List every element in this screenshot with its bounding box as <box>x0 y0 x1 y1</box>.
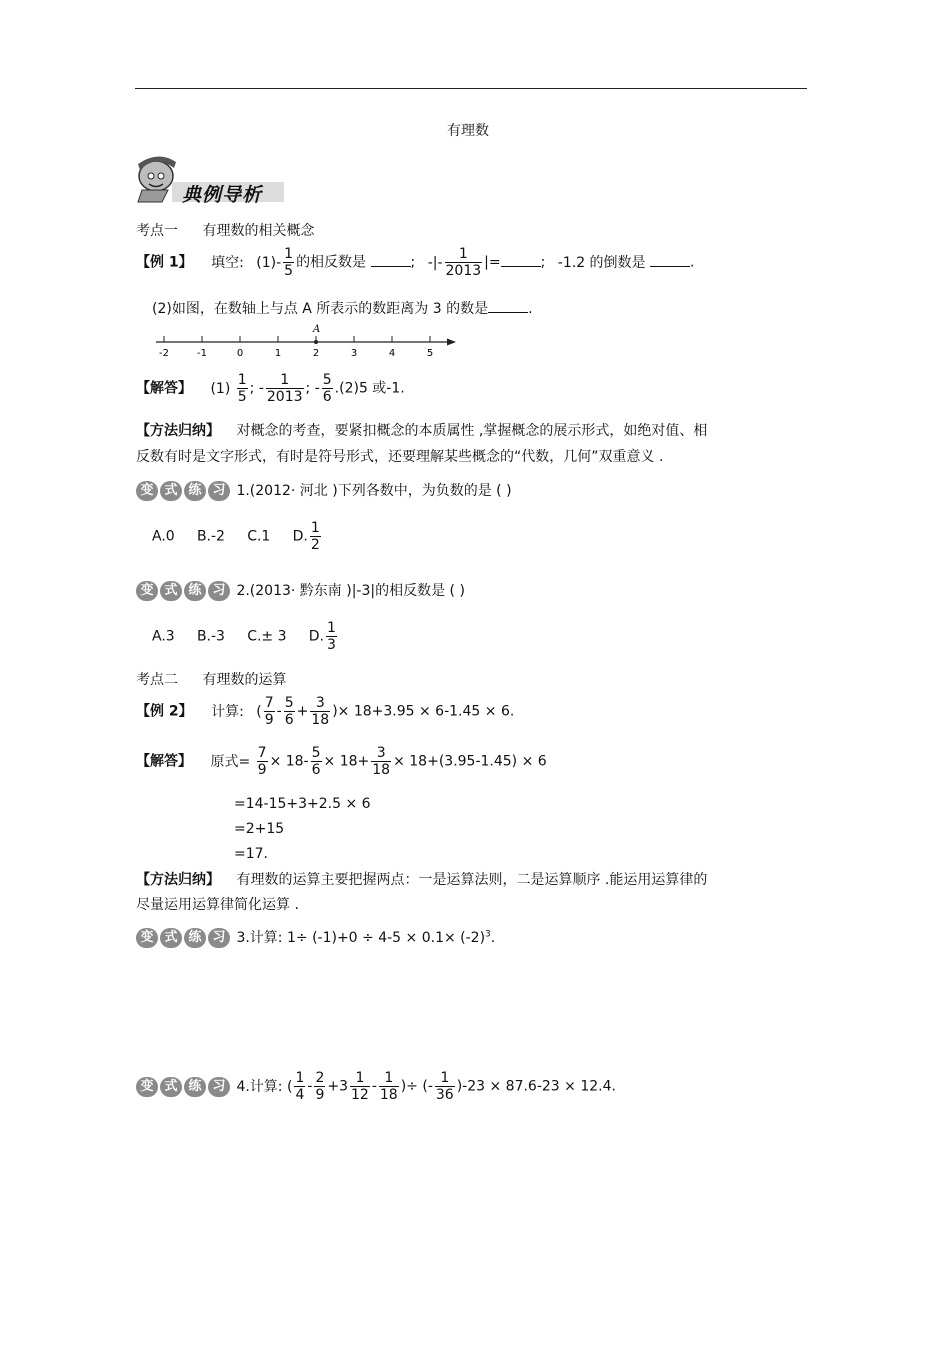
denominator: 18 <box>311 712 330 729</box>
exercise3-text: 3.计算: 1÷ (-1)+0 ÷ 4-5 × 0.1× (-2) <box>236 930 486 946</box>
badge-char: 变 <box>136 481 158 501</box>
method1-text: 对概念的考查，要紧扣概念的本质属性 ,掌握概念的展示形式，如绝对值、相 <box>236 423 708 439</box>
section2-heading <box>136 669 286 689</box>
numerator: 5 <box>284 695 294 711</box>
answer-blank <box>650 266 690 267</box>
exercise2 <box>136 580 465 601</box>
exercise2-text: 2.(2013· 黔东南 )|-3|的相反数是 ( ) <box>236 583 465 599</box>
point-a-label: A <box>313 324 321 335</box>
denominator: 2013 <box>266 389 303 406</box>
numerator: 5 <box>322 372 332 388</box>
numerator: 1 <box>445 246 483 263</box>
section2-subtitle: 有理数的运算 <box>202 672 287 688</box>
badge-char: 习 <box>208 581 230 601</box>
practice-badge <box>136 1077 230 1097</box>
badge-char: 式 <box>160 481 182 501</box>
fraction <box>326 620 337 653</box>
denominator: 36 <box>435 1087 454 1104</box>
example2-part: - <box>276 703 282 720</box>
example1-line2-end: . <box>528 301 533 317</box>
fraction <box>283 246 294 279</box>
example1-part: ; <box>540 254 546 271</box>
fraction <box>311 745 322 778</box>
answer2-step3: =17. <box>234 846 268 862</box>
denominator: 6 <box>311 762 321 779</box>
logo-text: 典例导析 <box>182 184 263 206</box>
exponent: 3 <box>485 929 491 940</box>
exercise3-end: . <box>490 930 496 946</box>
example2-prompt: 计算: <box>211 703 244 720</box>
number-line-tick-label: 5 <box>426 348 434 359</box>
fraction <box>322 372 333 405</box>
number-line-tick-label: 4 <box>388 348 396 359</box>
fraction <box>257 745 268 778</box>
number-line <box>150 322 462 366</box>
denominator: 5 <box>237 389 247 406</box>
example2-part: )× 18+3.95 × 6-1.45 × 6. <box>332 703 515 720</box>
numerator: 3 <box>310 695 330 712</box>
answer-blank <box>371 266 411 267</box>
badge-char: 式 <box>160 1077 182 1097</box>
numerator: 7 <box>264 695 274 711</box>
numerator: 3 <box>371 745 391 762</box>
badge-char: 式 <box>160 928 182 948</box>
exercise4-part: 4.计算: ( <box>236 1078 293 1095</box>
exercise1-opts: A.0 B.-2 C.1 D. <box>152 528 308 545</box>
answer1 <box>136 372 405 405</box>
numerator: 2 <box>315 1070 325 1086</box>
section2-title: 考点二 <box>136 672 178 688</box>
denominator: 2 <box>310 537 320 554</box>
example1-part: |= <box>484 254 501 271</box>
badge-char: 习 <box>208 1077 230 1097</box>
badge-char: 习 <box>208 481 230 501</box>
numerator: 1 <box>379 1070 399 1087</box>
denominator: 6 <box>322 389 332 406</box>
answer2-label: 【解答】 <box>136 753 192 770</box>
numerator: 1 <box>327 620 336 636</box>
method1-label: 【方法归纳】 <box>136 423 220 439</box>
section1-subtitle: 有理数的相关概念 <box>202 223 315 239</box>
header-logo <box>132 152 287 204</box>
number-line-tick-label: -2 <box>159 348 169 359</box>
numerator: 1 <box>435 1070 455 1087</box>
method2-text: 有理数的运算主要把握两点：一是运算法则，二是运算顺序 .能运用运算律的 <box>236 872 708 888</box>
fraction <box>264 695 275 728</box>
example1-line2 <box>152 298 533 318</box>
denominator: 3 <box>327 637 336 654</box>
fraction <box>314 1070 325 1103</box>
exercise4-part: - <box>307 1078 313 1095</box>
method1-line2: 反数有时是文字形式，有时是符号形式，还要理解某些概念的“代数，几何”双重意义 . <box>136 449 664 465</box>
answer1-part: ; - <box>249 380 264 397</box>
example1-label: 【例 1】 <box>136 254 193 271</box>
practice-badge <box>136 581 230 601</box>
example1-part: . <box>690 254 695 271</box>
practice-badge <box>136 928 230 948</box>
badge-char: 变 <box>136 581 158 601</box>
number-line-svg <box>150 322 462 362</box>
number-line-tick-label: 1 <box>274 348 282 359</box>
example1-line2-text: (2)如图，在数轴上与点 A 所表示的数距离为 3 的数是 <box>152 301 489 317</box>
numerator: 1 <box>284 246 294 262</box>
denominator: 5 <box>284 263 294 280</box>
badge-char: 练 <box>184 581 206 601</box>
badge-char: 练 <box>184 928 206 948</box>
method2-line2: 尽量运用运算律简化运算 . <box>136 897 299 913</box>
example1-part: ; <box>410 254 416 271</box>
exercise4 <box>136 1070 616 1103</box>
answer2-part: 原式= <box>210 753 251 770</box>
denominator: 9 <box>257 762 267 779</box>
denominator: 6 <box>284 712 294 729</box>
answer2-step1: =14-15+3+2.5 × 6 <box>234 796 371 812</box>
numerator: 1 <box>310 520 320 536</box>
denominator: 12 <box>351 1087 369 1104</box>
fraction <box>435 1070 455 1103</box>
answer2-step2: =2+15 <box>234 821 285 837</box>
answer2-part: × 18- <box>269 753 309 770</box>
fraction <box>371 745 391 778</box>
section1-title: 考点一 <box>136 223 178 239</box>
answer1-part: (1) <box>210 380 231 397</box>
exercise4-part: )-23 × 87.6-23 × 12.4. <box>456 1078 616 1095</box>
answer2-part: × 18+(3.95-1.45) × 6 <box>393 753 547 770</box>
number-line-tick-label: 3 <box>350 348 358 359</box>
badge-char: 变 <box>136 1077 158 1097</box>
exercise4-part: - <box>371 1078 377 1095</box>
example1-prompt: 填空: <box>211 254 244 271</box>
method1-line1 <box>136 420 707 440</box>
header-rule <box>135 88 807 89</box>
answer2-part: × 18+ <box>323 753 370 770</box>
fraction <box>310 520 321 553</box>
fraction <box>379 1070 399 1103</box>
example2 <box>136 695 514 728</box>
fraction <box>445 246 483 279</box>
answer2 <box>136 745 547 778</box>
practice-badge <box>136 481 230 501</box>
badge-char: 练 <box>184 1077 206 1097</box>
example1-part: 的相反数是 <box>296 254 367 271</box>
exercise1-text: 1.(2012· 河北 )下列各数中，为负数的是 ( ) <box>236 483 512 499</box>
fraction <box>284 695 295 728</box>
badge-char: 式 <box>160 581 182 601</box>
answer-blank <box>501 266 541 267</box>
badge-char: 练 <box>184 481 206 501</box>
arrow-icon <box>447 339 456 346</box>
answer1-label: 【解答】 <box>136 380 192 397</box>
exercise1-options <box>152 520 323 553</box>
badge-char: 变 <box>136 928 158 948</box>
example2-part: + <box>296 703 309 720</box>
answer-blank <box>488 312 528 313</box>
numerator: 1 <box>295 1070 305 1086</box>
example2-label: 【例 2】 <box>136 703 193 720</box>
answer1-part: .(2)5 或-1. <box>334 380 405 397</box>
denominator: 9 <box>264 712 274 729</box>
example1-part: -|- <box>427 254 443 271</box>
numerator: 1 <box>237 372 247 388</box>
badge-char: 习 <box>208 928 230 948</box>
denominator: 18 <box>379 1087 398 1104</box>
method2-label: 【方法归纳】 <box>136 872 220 888</box>
exercise4-part: +3 <box>327 1078 348 1095</box>
example1-line1 <box>136 246 694 279</box>
denominator: 4 <box>295 1087 305 1104</box>
fraction <box>294 1070 305 1103</box>
example2-part: ( <box>256 703 262 720</box>
numerator: 7 <box>257 745 267 761</box>
section1-heading <box>136 220 314 240</box>
example1-part: -1.2 的倒数是 <box>557 254 646 271</box>
answer1-part: ; - <box>305 380 320 397</box>
number-line-tick-label: 2 <box>312 348 320 359</box>
method2-line1 <box>136 869 707 889</box>
exercise1 <box>136 480 512 501</box>
denominator: 2013 <box>445 263 482 280</box>
example1-part: (1)- <box>256 254 282 271</box>
numerator: 1 <box>350 1070 370 1087</box>
fraction <box>266 372 304 405</box>
fraction <box>237 372 248 405</box>
denominator: 18 <box>372 762 391 779</box>
numerator: 5 <box>311 745 321 761</box>
number-line-tick-label: 0 <box>236 348 244 359</box>
page-title: 有理数 <box>447 123 489 139</box>
exercise4-part: )÷ (- <box>400 1078 433 1095</box>
fraction <box>310 695 330 728</box>
denominator: 9 <box>315 1087 325 1104</box>
exercise3 <box>136 927 495 948</box>
number-line-tick-label: -1 <box>197 348 207 359</box>
fraction <box>350 1070 370 1103</box>
exercise2-options <box>152 620 339 653</box>
numerator: 1 <box>266 372 304 389</box>
exercise2-opts: A.3 B.-3 C.± 3 D. <box>152 628 324 645</box>
